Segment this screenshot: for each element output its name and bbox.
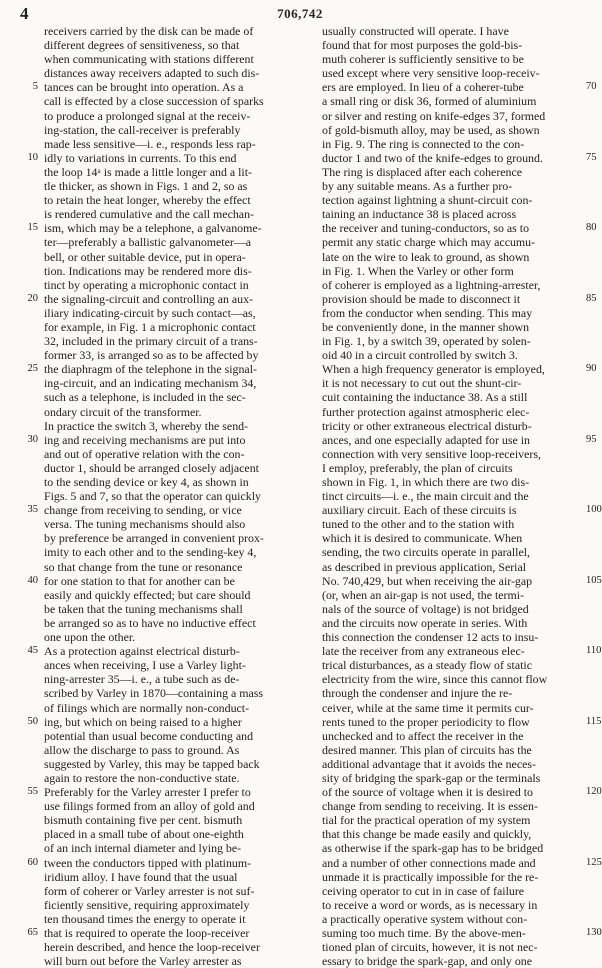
text-line: tion. Indications may be rendered more dis- xyxy=(44,263,252,278)
text-line: as otherwise if the spark-gap has to be bridged xyxy=(322,841,544,856)
text-line: and the circuits now operate in series. With xyxy=(322,615,528,630)
line-number: 50 xyxy=(27,715,38,727)
text-line: of gold-bismuth alloy, may be used, as shown xyxy=(322,122,540,137)
text-line: of filings which are normally non-conduct- xyxy=(44,700,250,715)
line-number: 25 xyxy=(27,363,38,375)
text-line: The ring is displaced after each coherence xyxy=(322,164,523,179)
text-line: so that change from the tune or resonance xyxy=(44,559,243,574)
line-number: 120 xyxy=(586,786,602,798)
text-line: tinct by operating a microphonic contact in xyxy=(44,277,249,292)
text-line: nals of the source of voltage) is not bridged xyxy=(322,601,529,616)
text-line: ing and receiving mechanisms are put into xyxy=(44,432,246,447)
text-line: and a number of other connections made and xyxy=(322,855,536,870)
text-line: made less sensitive—i. e., responds less rap- xyxy=(44,136,256,151)
text-line: cuit containing the inductance 38. As a still xyxy=(322,390,528,405)
text-line: will burn out before the Varley arrester as xyxy=(44,954,242,968)
text-line: sity of bridging the spark-gap or the terminals xyxy=(322,770,541,785)
text-line: ances when receiving, I use a Varley light- xyxy=(44,658,246,673)
line-number: 110 xyxy=(586,645,602,657)
text-line: ceiver, while at the same time it permits cur- xyxy=(322,700,534,715)
text-line: receivers carried by the disk can be made of xyxy=(44,24,254,38)
text-line: potential than usual become conducting and xyxy=(44,728,254,743)
text-line: found that for most purposes the gold-bis- xyxy=(322,38,523,53)
text-line: for one station to that for another can be xyxy=(44,573,235,588)
patent-number: 706,742 xyxy=(277,6,323,21)
line-number: 35 xyxy=(27,504,38,516)
text-line: be taken that the tuning mechanisms shall xyxy=(44,601,243,616)
line-number: 40 xyxy=(27,574,38,586)
line-number: 105 xyxy=(586,574,602,586)
text-line: ances, and one especially adapted for use in xyxy=(322,432,530,447)
line-number: 80 xyxy=(586,222,597,234)
text-line: auxiliary circuit. Each of these circuits is xyxy=(322,503,517,518)
line-number: 85 xyxy=(586,292,597,304)
text-line: tle thicker, as shown in Figs. 1 and 2, so as xyxy=(44,179,248,194)
text-line: through the condenser and injure the re- xyxy=(322,686,513,701)
line-number: 100 xyxy=(586,504,602,516)
text-line: the diaphragm of the telephone in the signal- xyxy=(44,362,257,377)
text-line: be arranged so as to have no inductive effect xyxy=(44,615,256,630)
text-line: a practically operative system without con- xyxy=(322,911,528,926)
text-line: in Fig. 9. The ring is connected to the con- xyxy=(322,136,525,151)
text-line: ductor 1, should be arranged closely adjacent xyxy=(44,460,259,475)
text-line: connection with very sensitive loop-receivers, xyxy=(322,446,541,461)
text-line: tuned to the other and to the station with xyxy=(322,517,515,532)
text-line: muth coherer is sufficiently sensitive to be xyxy=(322,52,524,67)
text-line: tances can be brought into operation. As a xyxy=(44,80,244,95)
line-number: 20 xyxy=(27,292,38,304)
text-line: imity to each other and to the sending-key 4, xyxy=(44,545,257,560)
line-number: 55 xyxy=(27,786,38,798)
text-line: tial for the practical operation of my system xyxy=(322,813,531,828)
line-number: 60 xyxy=(27,856,38,868)
right-text-column xyxy=(322,24,580,968)
text-line: ing, but which on being raised to a higher xyxy=(44,714,242,729)
text-line: unchecked and to affect the receiver in the xyxy=(322,728,524,743)
text-line: scribed by Varley in 1870—containing a mass xyxy=(44,686,264,701)
line-number: 5 xyxy=(32,81,38,93)
text-line: ceiving operator to cut in in case of failure xyxy=(322,883,525,898)
text-line: distances away receivers adapted to such dis- xyxy=(44,66,260,81)
text-line: I employ, preferably, the plan of circuits xyxy=(322,460,513,475)
text-line: suming too much time. By the above-men- xyxy=(322,926,526,940)
text-line: versa. The tuning mechanisms should also xyxy=(44,517,246,532)
text-line: late the receiver from any extraneous elec- xyxy=(322,644,525,659)
text-line: ten thousand times the energy to operate it xyxy=(44,911,246,926)
text-line: electricity from the wire, since this cannot flow xyxy=(322,672,548,687)
text-line: No. 740,429, but when receiving the air-gap xyxy=(322,573,533,588)
text-line: bismuth containing five per cent. bismuth xyxy=(44,813,243,828)
text-line: ondary circuit of the transformer. xyxy=(44,404,202,419)
text-line: this connection the condenser 12 acts to insu- xyxy=(322,630,539,645)
text-line: such as a telephone, is included in the sec- xyxy=(44,390,246,405)
line-number: 70 xyxy=(586,81,597,93)
text-line: 32, included in the primary circuit of a trans- xyxy=(44,334,258,349)
text-line: used except where very sensitive loop-receiv- xyxy=(322,66,540,81)
text-line: As a protection against electrical disturb- xyxy=(44,644,240,659)
text-line: iridium alloy. I have found that the usual xyxy=(44,869,238,884)
line-number: 75 xyxy=(586,151,597,163)
left-text-column xyxy=(44,24,302,968)
text-line: one upon the other. xyxy=(44,630,136,645)
line-number: 45 xyxy=(27,645,38,657)
line-number: 95 xyxy=(586,433,597,445)
text-line: tection against lightning a shunt-circuit con- xyxy=(322,193,533,208)
text-line: ers are employed. In lieu of a coherer-tube xyxy=(322,80,524,95)
text-line: (or, when an air-gap is not used, the termi- xyxy=(322,587,525,602)
text-line: form of coherer or Varley arrester is not suf- xyxy=(44,883,255,898)
text-line: of the source of voltage when it is desired to xyxy=(322,785,534,800)
text-line: again to restore the non-conductive state. xyxy=(44,770,240,785)
text-line: further protection against atmospheric elec- xyxy=(322,404,530,419)
text-line: desired manner. This plan of circuits has the xyxy=(322,742,532,757)
text-line: call is effected by a close succession of sparks xyxy=(44,94,264,109)
line-number: 10 xyxy=(27,151,38,163)
text-line: ing-circuit, and an indicating mechanism 34, xyxy=(44,376,257,391)
text-line: change from receiving to sending, or vice xyxy=(44,503,242,518)
text-line: in Fig. 1, by a switch 39, operated by solen- xyxy=(322,334,531,349)
text-line: suggested by Varley, this may be tapped back xyxy=(44,756,260,771)
line-number: 115 xyxy=(586,715,602,727)
text-line: by preference be arranged in convenient prox- xyxy=(44,531,264,546)
text-line: Figs. 5 and 7, so that the operator can quickly xyxy=(44,489,261,504)
text-line: by any suitable means. As a further pro- xyxy=(322,179,513,194)
text-line: that is required to operate the loop-receiver xyxy=(44,926,250,940)
text-line: oid 40 in a circuit controlled by switch 3. xyxy=(322,348,518,363)
line-number: 15 xyxy=(27,222,38,234)
text-line: ter—preferably a ballistic galvanometer—a xyxy=(44,235,252,250)
text-line: unmade it is practically impossible for the re- xyxy=(322,869,539,884)
text-line: the loop 14ᵃ is made a little longer and a lit- xyxy=(44,164,252,179)
text-line: of an inch internal diameter and lying be- xyxy=(44,841,242,856)
text-line: When a high frequency generator is employed, xyxy=(322,362,545,377)
text-line: ing-station, the call-receiver is preferably xyxy=(44,122,241,137)
text-line: when communicating with stations different xyxy=(44,52,254,67)
text-line: to the sending device or key 4, as shown in xyxy=(44,475,249,489)
text-line: additional advantage that it avoids the neces- xyxy=(322,756,536,771)
text-line: idly to variations in currents. To this end xyxy=(44,150,237,165)
text-line: sending, the two circuits operate in parallel, xyxy=(322,545,531,560)
line-number: 125 xyxy=(586,856,602,868)
text-line: rents tuned to the proper periodicity to flow xyxy=(322,714,530,729)
text-line: as described in previous application, Serial xyxy=(322,559,527,574)
text-line: use filings formed from an alloy of gold and xyxy=(44,799,255,814)
text-line: that this change be made easily and quickly, xyxy=(322,827,532,842)
text-line: tinct circuits—i. e., the main circuit and the xyxy=(322,489,529,504)
text-line: ism, which may be a telephone, a galvanome- xyxy=(44,221,262,236)
page-number: 4 xyxy=(20,4,29,23)
text-line: which it is desired to communicate. When xyxy=(322,531,523,546)
text-line: provision should be made to disconnect it xyxy=(322,291,521,306)
text-line: former 33, is arranged so as to be affected by xyxy=(44,348,259,363)
line-number: 65 xyxy=(27,927,38,939)
text-line: different degrees of sensitiveness, so that xyxy=(44,38,240,53)
line-number: 90 xyxy=(586,363,597,375)
text-line: placed in a small tube of about one-eighth xyxy=(44,827,244,842)
text-line: tween the conductors tipped with platinum- xyxy=(44,855,252,870)
text-line: In practice the switch 3, whereby the send- xyxy=(44,418,249,433)
text-line: late on the wire to leak to ground, as shown xyxy=(322,249,530,264)
text-line: essary to bridge the spark-gap, and only one xyxy=(322,954,533,968)
text-line: in Fig. 1. When the Varley or other form xyxy=(322,263,514,278)
text-line: is rendered cumulative and the call mechan- xyxy=(44,207,254,222)
text-line: permit any static charge which may accumu- xyxy=(322,235,536,250)
text-line: and out of operative relation with the con- xyxy=(44,446,245,461)
text-line: change from sending to receiving. It is essen- xyxy=(322,799,538,814)
text-line: tricity or other extraneous electrical disturb- xyxy=(322,418,532,433)
text-line: ning-arrester 35—i. e., a tube such as de- xyxy=(44,672,240,687)
line-number: 30 xyxy=(27,433,38,445)
text-line: to retain the heat longer, whereby the effect xyxy=(44,193,251,208)
text-line: bell, or other suitable device, put in opera- xyxy=(44,249,246,264)
line-number: 130 xyxy=(586,927,602,939)
text-line: a small ring or disk 36, formed of aluminium xyxy=(322,94,537,109)
text-line: the signaling-circuit and controlling an aux- xyxy=(44,291,254,306)
text-line: ductor 1 and two of the knife-edges to ground. xyxy=(322,150,543,165)
text-line: herein described, and hence the loop-receiver xyxy=(44,940,260,955)
text-line: for example, in Fig. 1 a microphonic contact xyxy=(44,319,256,334)
text-line: the receiver and tuning-conductors, so as to xyxy=(322,221,530,236)
text-line: trical disturbances, as a steady flow of static xyxy=(322,658,532,673)
text-line: taining an inductance 38 is placed across xyxy=(322,207,517,222)
text-line: or silver and resting on knife-edges 37, formed xyxy=(322,108,546,123)
text-line: to receive a word or words, as is necessary in xyxy=(322,897,538,912)
text-line: of coherer is employed as a lightning-arrester, xyxy=(322,277,541,292)
text-line: iliary indicating-circuit by such contact—as, xyxy=(44,305,256,320)
text-line: Preferably for the Varley arrester I prefer to xyxy=(44,785,251,800)
text-line: allow the discharge to pass to ground. As xyxy=(44,742,240,757)
text-line: usually constructed will operate. I have xyxy=(322,24,509,38)
text-line: ficiently sensitive, requiring approximately xyxy=(44,897,250,912)
text-line: be conveniently done, in the manner shown xyxy=(322,319,530,334)
text-line: tioned plan of circuits, however, it is not nec- xyxy=(322,940,538,955)
text-line: from the conductor when sending. This may xyxy=(322,305,533,320)
text-line: it is not necessary to cut out the shunt-cir- xyxy=(322,376,522,391)
text-line: to produce a prolonged signal at the receiv- xyxy=(44,108,251,123)
text-line: easily and quickly effected; but care should xyxy=(44,587,251,602)
text-line: shown in Fig. 1, in which there are two dis- xyxy=(322,475,530,489)
